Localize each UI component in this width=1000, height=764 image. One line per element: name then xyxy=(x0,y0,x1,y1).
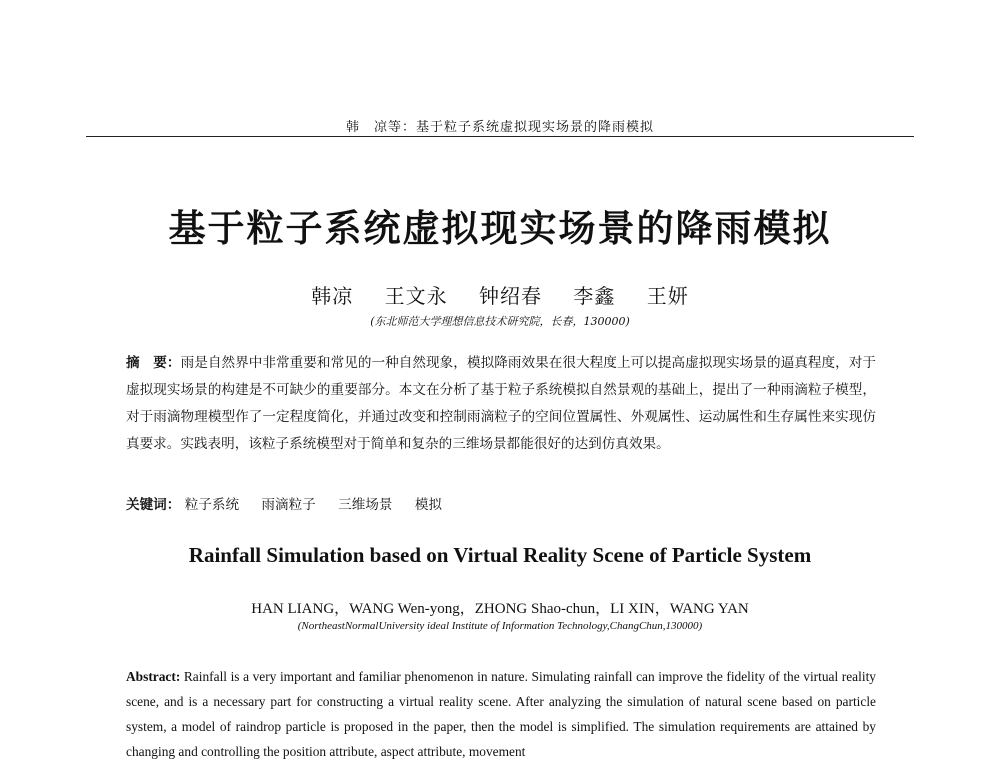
keyword-2: 雨滴粒子 xyxy=(261,497,316,513)
author-2: 王文永 xyxy=(384,284,448,308)
chinese-authors xyxy=(60,280,940,309)
author-5: 王妍 xyxy=(646,284,689,308)
header-rule xyxy=(86,136,914,137)
chinese-abstract xyxy=(126,350,876,458)
chinese-abstract-label: 摘 要： xyxy=(126,355,181,371)
english-abstract-label: Abstract: xyxy=(126,669,181,684)
english-abstract xyxy=(126,664,876,764)
english-abstract-text: Rainfall is a very important and familiar phenomenon in nature. Simulating rainfall can improve the fidelity of the virtual reality scene, and is a necessary part for constructing a virtual reality scene. After analyzing the simulation of natural scene based on particle system, a model of raindrop particle is proposed in the paper, then the model is simplified. The simulation requirements are attained by changing and controlling the position attribute, aspect attribute, movement xyxy=(126,669,876,759)
keyword-3: 三维场景 xyxy=(338,497,393,513)
english-affiliation: (NortheastNormalUniversity ideal Institute of Information Technology,ChangChun,130000) xyxy=(297,620,703,632)
keyword-1: 粒子系统 xyxy=(184,497,240,513)
author-3: 钟绍春 xyxy=(479,284,542,308)
chinese-abstract-text: 雨是自然界中非常重要和常见的一种自然现象，模拟降雨效果在很大程度上可以提高虚拟现实场景的逼真程度，对于虚拟现实场景的构建是不可缺少的重要部分。本文在分析了基于粒子系统模拟自然景观的基础上，提出了一种雨滴粒子模型，对于雨滴物理模型作了一定程度简化，并通过改变和控制雨滴粒子的空间位置属性、外观属性、运动属性和生存属性来实现仿真要求。实践表明，该粒子系统模型对于简单和复杂的三维场景都能很好的达到仿真效果。 xyxy=(126,355,877,452)
chinese-keywords xyxy=(126,493,876,513)
keywords-label: 关键词： xyxy=(126,497,181,513)
running-head: 韩 凉等：基于粒子系统虚拟现实场景的降雨模拟 xyxy=(345,120,654,135)
chinese-title: 基于粒子系统虚拟现实场景的降雨模拟 xyxy=(168,207,832,250)
english-title: Rainfall Simulation based on Virtual Reality Scene of Particle System xyxy=(188,543,812,567)
author-1: 韩凉 xyxy=(311,284,354,308)
keyword-4: 模拟 xyxy=(414,497,442,513)
english-authors: HAN LIANG，WANG Wen-yong，ZHONG Shao-chun，LI XIN，WANG YAN xyxy=(251,601,749,617)
chinese-affiliation: (东北师范大学理想信息技术研究院，长春，130000) xyxy=(370,315,630,328)
author-4: 李鑫 xyxy=(573,284,616,308)
